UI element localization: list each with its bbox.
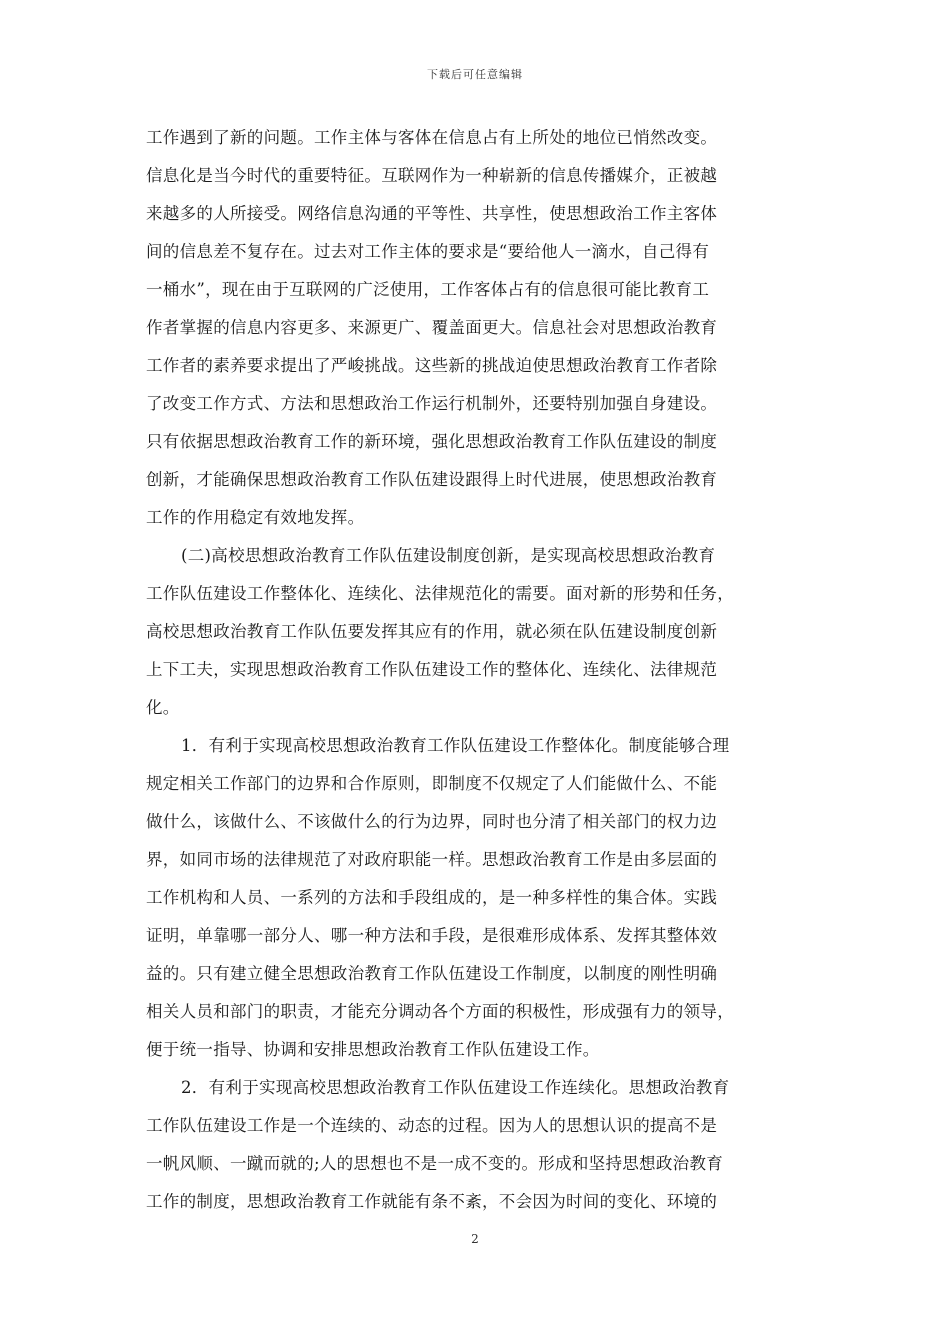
text-line: 工作机构和人员、一系列的方法和手段组成的，是一种多样性的集合体。实践 <box>146 888 718 907</box>
text-line: 规定相关工作部门的边界和合作原则，即制度不仅规定了人们能做什么、不能 <box>146 774 718 793</box>
text-line: 益的。只有建立健全思想政治教育工作队伍建设工作制度，以制度的刚性明确 <box>146 964 718 983</box>
text-line: 相关人员和部门的职责，才能充分调动各个方面的积极性，形成强有力的领导， <box>146 1002 734 1021</box>
text-line: 化。 <box>146 698 180 717</box>
text-line: 作者掌握的信息内容更多、来源更广、覆盖面更大。信息社会对思想政治教育 <box>146 318 718 337</box>
text-line: 只有依据思想政治教育工作的新环境，强化思想政治教育工作队伍建设的制度 <box>146 432 718 451</box>
text-line: 上下工夫，实现思想政治教育工作队伍建设工作的整体化、连续化、法律规范 <box>146 660 718 679</box>
text-line: 一桶水”，现在由于互联网的广泛使用，工作客体占有的信息很可能比教育工 <box>146 280 710 299</box>
text-line: 了改变工作方式、方法和思想政治工作运行机制外，还要特别加强自身建设。 <box>146 394 718 413</box>
text-line: 工作的制度，思想政治教育工作就能有条不紊，不会因为时间的变化、环境的 <box>146 1192 718 1211</box>
text-line: 便于统一指导、协调和安排思想政治教育工作队伍建设工作。 <box>146 1040 600 1059</box>
text-line: 工作者的素养要求提出了严峻挑战。这些新的挑战迫使思想政治教育工作者除 <box>146 356 718 375</box>
page-header: 下载后可任意编辑 <box>427 68 523 81</box>
text-line: 工作队伍建设工作整体化、连续化、法律规范化的需要。面对新的形势和任务， <box>146 584 734 603</box>
text-line: 工作队伍建设工作是一个连续的、动态的过程。因为人的思想认识的提高不是 <box>146 1116 718 1135</box>
paragraph-start-line: 2．有利于实现高校思想政治教育工作队伍建设工作连续化。思想政治教育 <box>181 1078 730 1097</box>
text-line: 信息化是当今时代的重要特征。互联网作为一种崭新的信息传播媒介，正被越 <box>146 166 718 185</box>
document-body <box>146 126 816 1228</box>
paragraph-start-line: (二)高校思想政治教育工作队伍建设制度创新，是实现高校思想政治教育 <box>181 546 716 565</box>
text-line: 高校思想政治教育工作队伍要发挥其应有的作用，就必须在队伍建设制度创新 <box>146 622 718 641</box>
paragraph-start-line: 1．有利于实现高校思想政治教育工作队伍建设工作整体化。制度能够合理 <box>181 736 730 755</box>
text-line: 来越多的人所接受。网络信息沟通的平等性、共享性，使思想政治工作主客体 <box>146 204 718 223</box>
text-line: 创新，才能确保思想政治教育工作队伍建设跟得上时代进展，使思想政治教育 <box>146 470 718 489</box>
text-line: 工作遇到了新的问题。工作主体与客体在信息占有上所处的地位已悄然改变。 <box>146 128 718 147</box>
text-line: 做什么，该做什么、不该做什么的行为边界，同时也分清了相关部门的权力边 <box>146 812 718 831</box>
text-line: 界，如同市场的法律规范了对政府职能一样。思想政治教育工作是由多层面的 <box>146 850 718 869</box>
text-line: 证明，单靠哪一部分人、哪一种方法和手段，是很难形成体系、发挥其整体效 <box>146 926 718 945</box>
text-line: 间的信息差不复存在。过去对工作主体的要求是“要给他人一滴水，自己得有 <box>146 242 710 261</box>
text-line: 一帆风顺、一蹴而就的;人的思想也不是一成不变的。形成和坚持思想政治教育 <box>146 1154 724 1173</box>
text-line: 工作的作用稳定有效地发挥。 <box>146 508 365 527</box>
page-number: 2 <box>471 1232 479 1246</box>
